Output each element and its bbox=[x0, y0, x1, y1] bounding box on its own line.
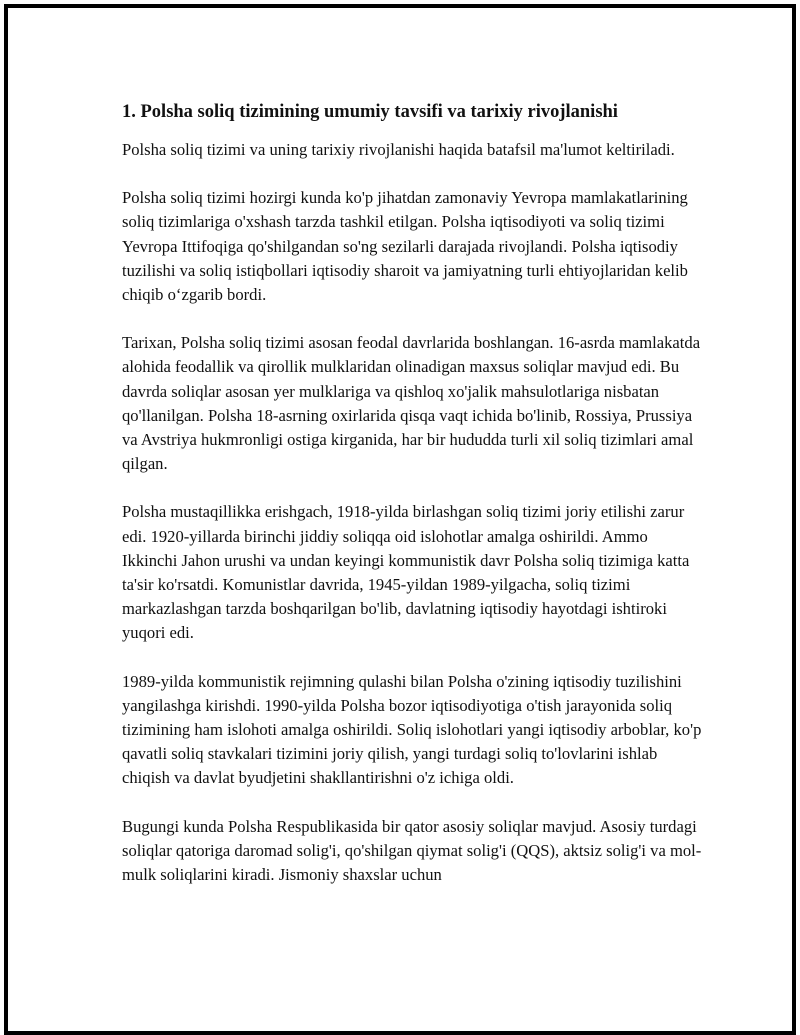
paragraph-independence: Polsha mustaqillikka erishgach, 1918-yilda birlashgan soliq tizimi joriy etilishi zarur edi. 1920-yillarda birinchi jiddiy soliqqa oid islohotlar amalga oshirildi. Ammo Ikkinchi Jahon urushi va undan keyingi kommunistik davr Polsha soliq tizimiga katta ta'sir ko'rsatdi. Komunistlar davrida, 1945-yildan 1989-yilgacha, soliq tizimi markazlashgan tarzda boshqarilgan bo'lib, davlatning iqtisodiy hayotdagi ishtiroki yuqori edi. bbox=[122, 502, 690, 643]
page-frame bbox=[4, 4, 796, 1035]
paragraph-current-taxes: Bugungi kunda Polsha Respublikasida bir qator asosiy soliqlar mavjud. Asosiy turdagi soliqlar qatoriga daromad solig'i, qo'shilgan qiymat solig'i (QQS), aktsiz solig'i va mol-mulk soliqlarini kiradi. Jismoniy shaxslar uchun bbox=[122, 816, 702, 885]
paragraph-history: Tarixan, Polsha soliq tizimi asosan feodal davrlarida boshlangan. 16-asrda mamlakatda alohida feodallik va qirollik mulklaridan olinadigan maxsus soliqlar mavjud edi. Bu davrda soliqlar asosan yer mulklariga va qishloq xo'jalik mahsulotlariga nisbatan qo'llanilgan. Polsha 18-asrning oxirlarida qisqa vaqt ichida bo'linib, Rossiya, Prussiya va Avstriya hukmronligi ostiga kirganida, har bir hududda turli xil soliq tizimlari amal qilgan. bbox=[122, 333, 701, 474]
document-body bbox=[122, 98, 702, 911]
section-heading: 1. Polsha soliq tizimining umumiy tavsifi va tarixiy rivojlanishi bbox=[122, 102, 618, 122]
paragraph-reforms: 1989-yilda kommunistik rejimning qulashi bilan Polsha o'zining iqtisodiy tuzilishini yangilashga kirishdi. 1990-yilda Polsha bozor iqtisodiyotiga o'tish jarayonida soliq tizimining ham islohoti amalga oshirildi. Soliq islohotlari yangi iqtisodiy arboblar, ko'p qavatli soliq stavkalari tizimini joriy qilish, yangi turdagi soliq to'lovlarini ishlab chiqish va davlat byudjetini shakllantirishni o'z ichiga oldi. bbox=[122, 671, 702, 788]
paragraph-intro: Polsha soliq tizimi va uning tarixiy rivojlanishi haqida batafsil ma'lumot keltiriladi. bbox=[122, 140, 675, 159]
paragraph-modern-system: Polsha soliq tizimi hozirgi kunda ko'p jihatdan zamonaviy Yevropa mamlakatlarining soliq tizimlariga o'xshash tarzda tashkil etilgan. Polsha iqtisodiyoti va soliq tizimi Yevropa Ittifoqiga qo'shilgandan so'ng sezilarli darajada rivojlandi. Polsha iqtisodiy tuzilishi va soliq istiqbollari iqtisodiy sharoit va jamiyatning turli ehtiyojlaridan kelib chiqib o‘zgarib bordi. bbox=[122, 188, 688, 305]
